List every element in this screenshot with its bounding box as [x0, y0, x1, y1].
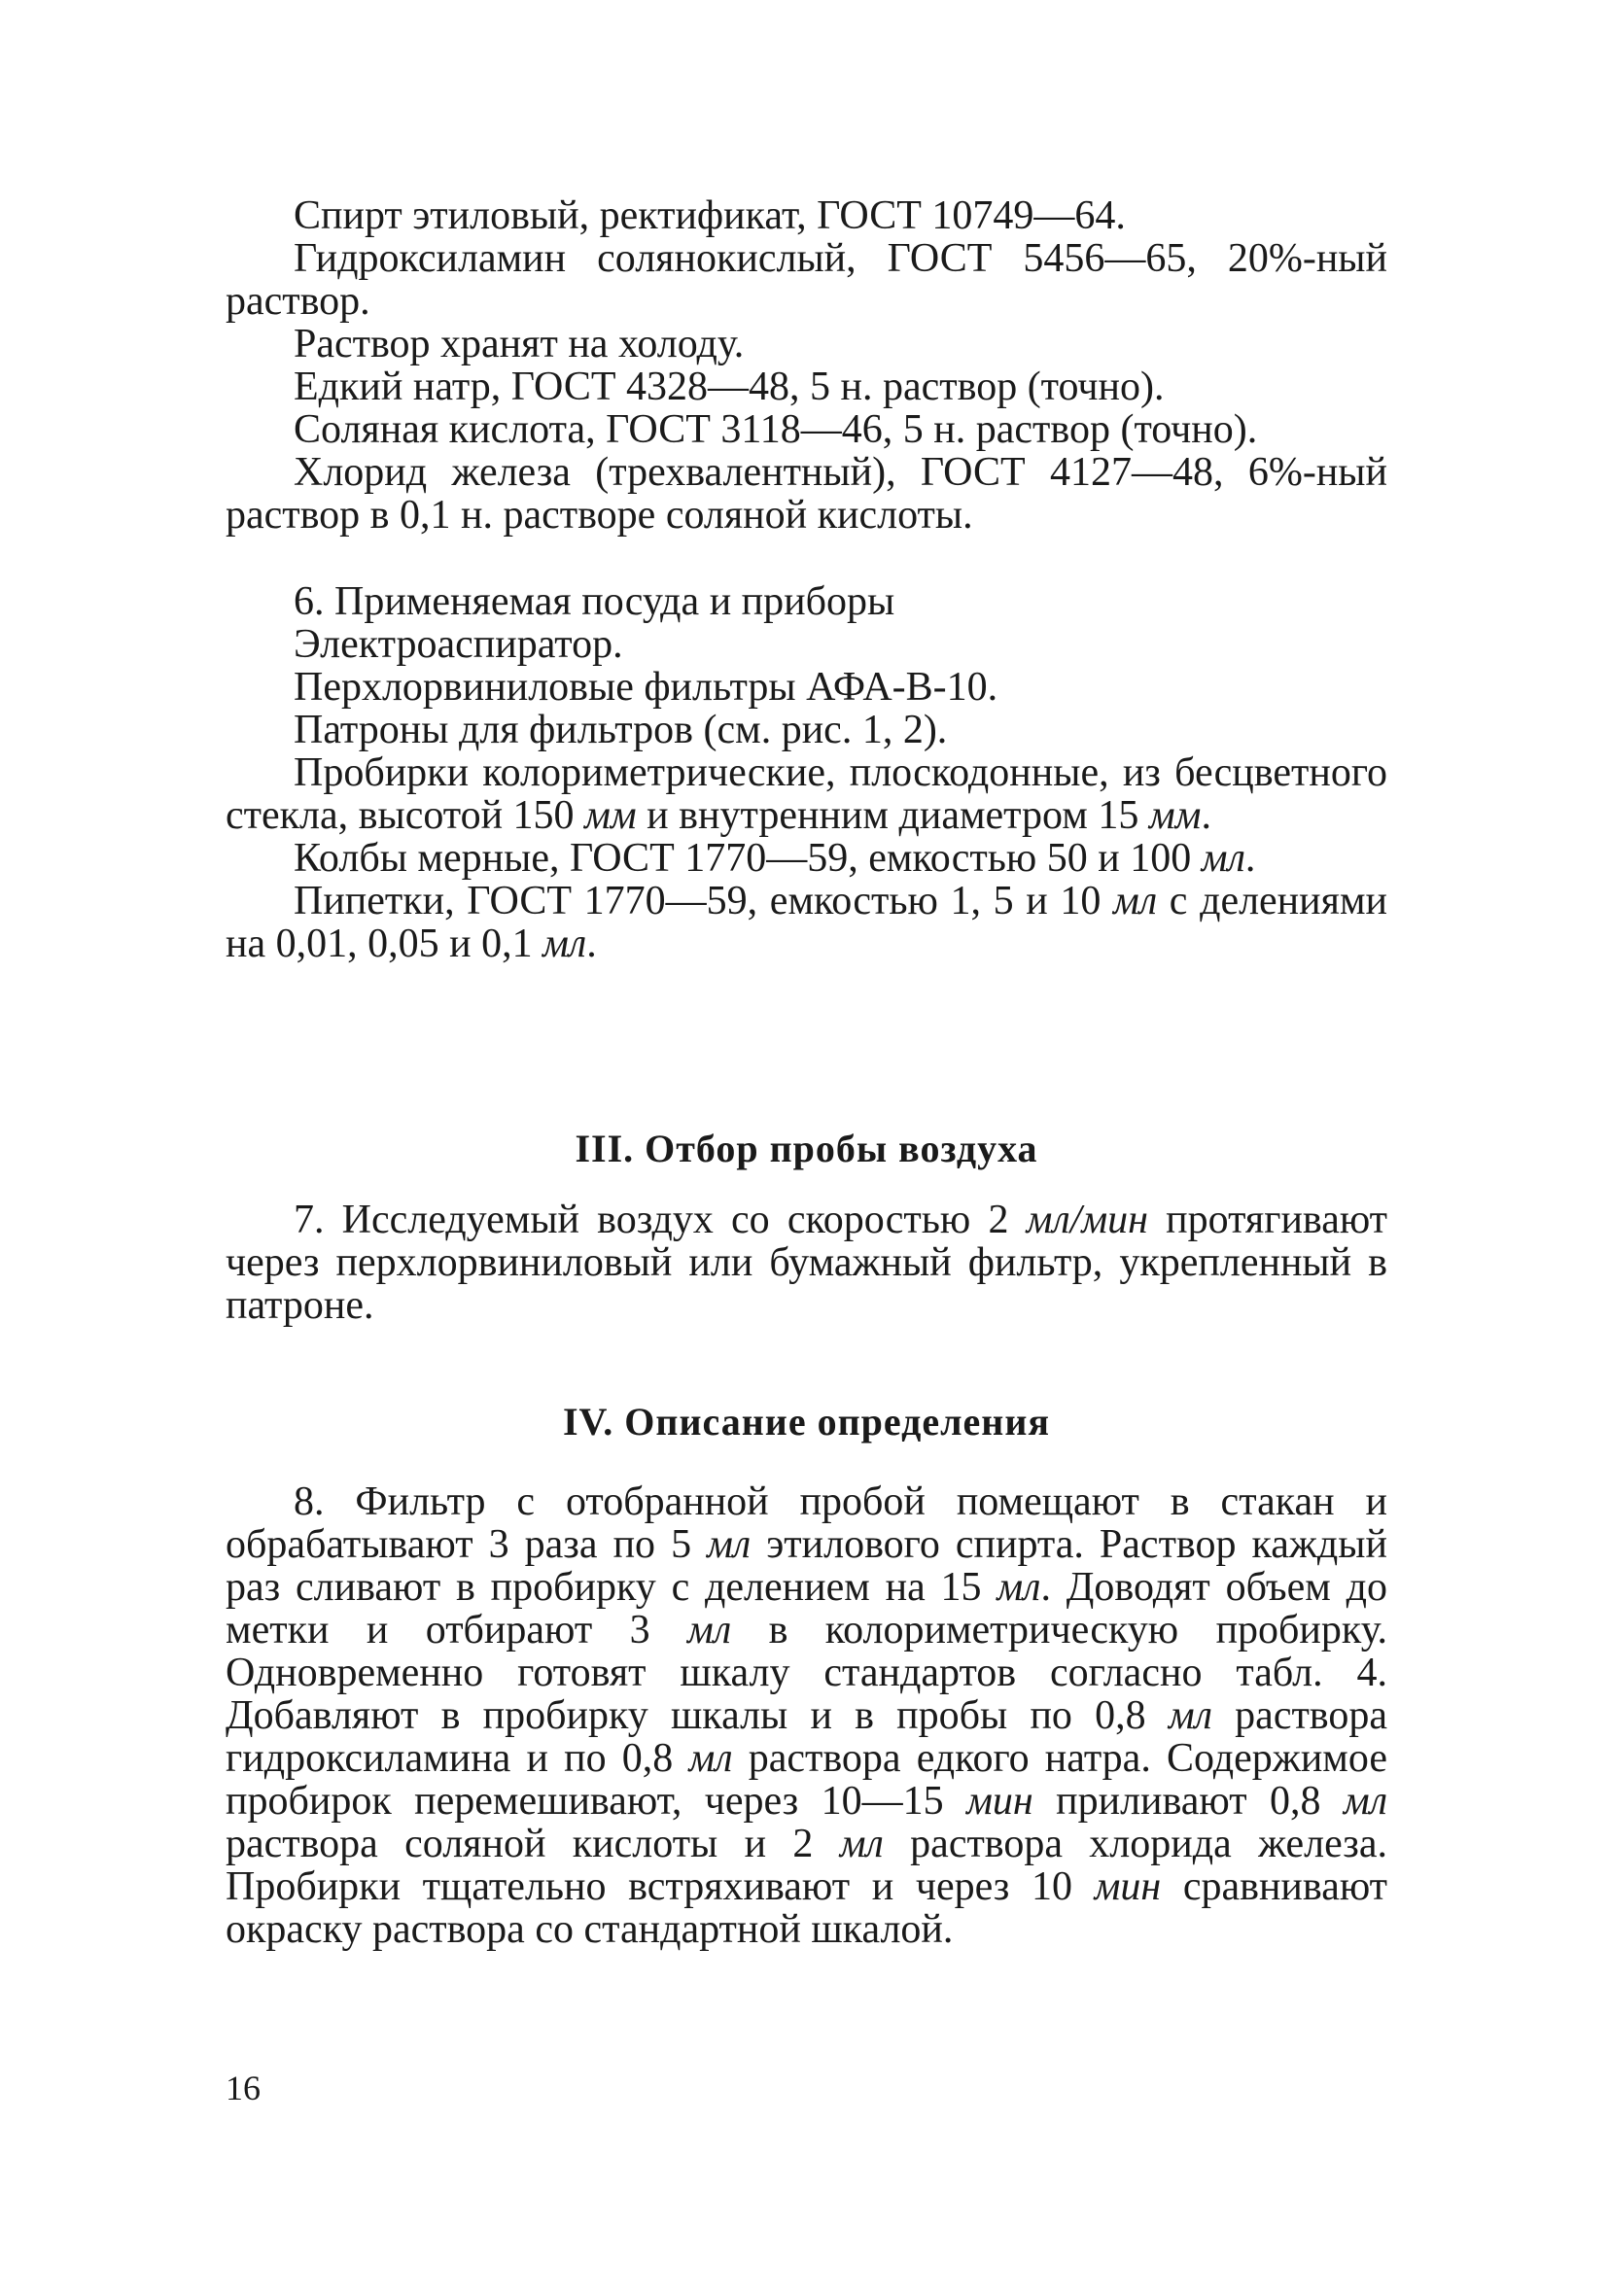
- p8-text-9: раствора хлорида железа. Пробирки тщательно встряхивают и через 10: [226, 1822, 1388, 1909]
- unit-ml: мл: [839, 1822, 884, 1866]
- unit-ml-per-min: мл/мин: [1026, 1198, 1149, 1242]
- reagents-block: [226, 194, 1387, 537]
- unit-ml: мл: [687, 1608, 732, 1652]
- reagent-naoh: Едкий натр, ГОСТ 4328—48, 5 н. раствор (точно).: [294, 365, 1165, 409]
- paragraph-7: [226, 1199, 1387, 1327]
- section-4-body: [226, 1480, 1387, 1951]
- unit-ml: мл: [997, 1565, 1041, 1610]
- tubes-mid: и внутренним диаметром 15: [647, 793, 1139, 838]
- p8-text-5: раствора гидроксиламина и по 0,8: [226, 1693, 1387, 1781]
- section-3-body: [226, 1199, 1387, 1327]
- pipettes-text: Пипетки, ГОСТ 1770—59, емкостью 1, 5 и 10: [294, 879, 1102, 923]
- period: .: [586, 922, 597, 966]
- equipment-pipettes: [226, 880, 1387, 965]
- equipment-block: [226, 580, 1387, 965]
- unit-ml: мл: [707, 1522, 752, 1567]
- p8-text-4: в колориметрическую пробирку. Одновременно готовят шкалу стандартов согласно табл. 4. Добавляют в пробирку шкалы и в пробы по 0,8: [226, 1608, 1387, 1738]
- pipettes-mid: с делениями на 0,01, 0,05 и 0,1: [226, 879, 1388, 966]
- unit-mm: мм: [1148, 793, 1202, 838]
- equipment-tubes: [226, 751, 1387, 837]
- reagent-hcl: Соляная кислота, ГОСТ 3118—46, 5 н. раствор (точно).: [294, 407, 1258, 452]
- tubes-text: Пробирки колориметрические, плоскодонные, из бесцветного стекла, высотой 150: [226, 750, 1387, 838]
- p8-text-7: приливают 0,8: [1056, 1779, 1321, 1824]
- flasks-text: Колбы мерные, ГОСТ 1770—59, емкостью 50 и 100: [294, 836, 1192, 881]
- unit-ml: мл: [1168, 1693, 1212, 1738]
- unit-ml: мл: [1113, 879, 1158, 923]
- unit-mm: мм: [584, 793, 637, 838]
- reagent-ethanol: Спирт этиловый, ректификат, ГОСТ 10749—64.: [294, 193, 1126, 238]
- period: .: [1201, 793, 1211, 838]
- p8-text-10: сравнивают окраску раствора со стандартной шкалой.: [226, 1864, 1388, 1952]
- p8-text-6: раствора едкого натра. Содержимое пробирок перемешивают, через 10—15: [226, 1736, 1388, 1824]
- equipment-filters: Перхлорвиниловые фильтры АФА-В-10.: [294, 665, 998, 710]
- p7-text-a: 7. Исследуемый воздух со скоростью 2: [294, 1198, 1009, 1242]
- p8-text-3: . Доводят объем до метки и отбирают 3: [226, 1565, 1388, 1652]
- p8-text-8: раствора соляной кислоты и 2: [226, 1822, 814, 1866]
- period: .: [1244, 836, 1256, 881]
- p8-text-2: этилового спирта. Раствор каждый раз сливают в пробирку с делением на 15: [226, 1522, 1387, 1610]
- reagent-hydroxylamine: Гидроксиламин солянокислый, ГОСТ 5456—65, 20%-ный раствор.: [226, 236, 1387, 324]
- reagent-fecl3: Хлорид железа (трехвалентный), ГОСТ 4127—48, 6%-ный раствор в 0,1 н. растворе соляной кислоты.: [226, 450, 1387, 538]
- p8-text-1: 8. Фильтр с отобранной пробой помещают в стакан и обрабатывают 3 раза по 5: [226, 1479, 1387, 1567]
- unit-ml: мл: [542, 922, 587, 966]
- equipment-flasks: [226, 837, 1387, 880]
- p7-text-b: протягивают через перхлорвиниловый или бумажный фильтр, укрепленный в патроне.: [226, 1198, 1388, 1328]
- equipment-heading: 6. Применяемая посуда и приборы: [294, 579, 895, 624]
- unit-min: мин: [966, 1779, 1033, 1824]
- section-3-heading: III. Отбор пробы воздуха: [575, 1127, 1038, 1170]
- unit-ml: мл: [688, 1736, 733, 1781]
- page-number: 16: [226, 2069, 261, 2107]
- paragraph-8: [226, 1480, 1387, 1951]
- reagent-storage-note: Раствор хранят на холоду.: [294, 322, 745, 366]
- unit-min: мин: [1094, 1864, 1162, 1909]
- unit-ml: мл: [1343, 1779, 1388, 1824]
- section-4-heading: IV. Описание определения: [562, 1400, 1051, 1444]
- equipment-aspirator: Электроаспиратор.: [294, 622, 623, 667]
- unit-ml: мл: [1201, 836, 1245, 881]
- equipment-cartridges: Патроны для фильтров (см. рис. 1, 2).: [294, 708, 948, 752]
